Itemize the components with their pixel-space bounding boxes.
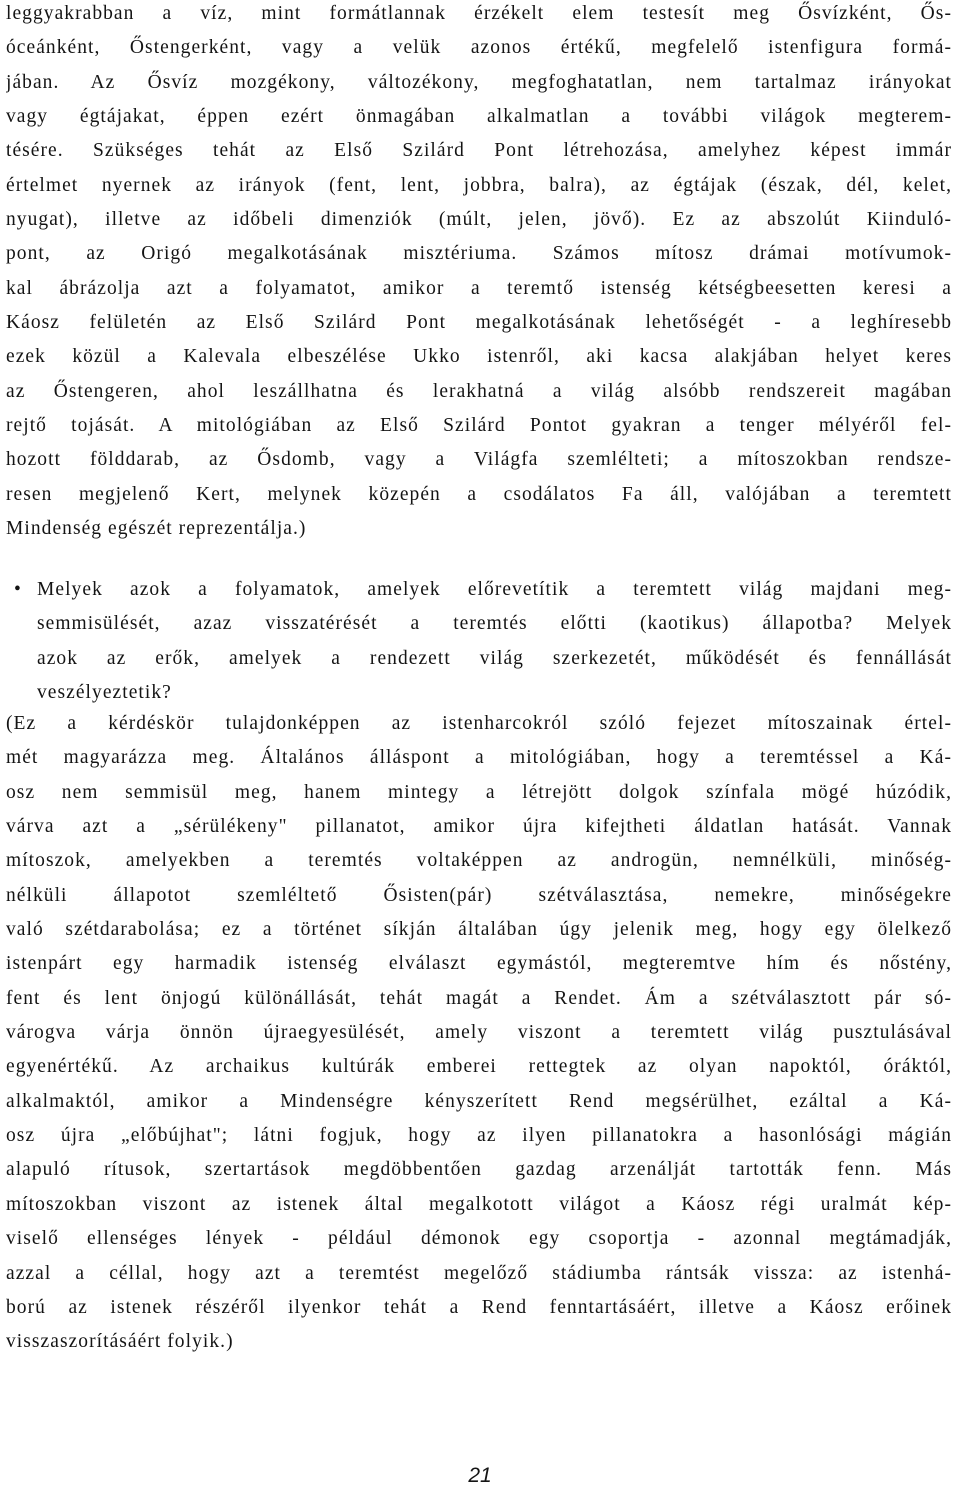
page-number: 21 [468, 1464, 492, 1487]
text-line: kal ábrázolja azt a folyamatot, amikor a teremtő istenség kétségbeesetten keresi a [6, 277, 952, 299]
text-line: mítoszokban viszont az istenek által megalkotott világot a Káosz régi uralmát kép- [6, 1193, 952, 1215]
text-line: alkalmaktól, amikor a Mindenségre kényszerített Rend megsérülhet, ezáltal a Ká- [6, 1090, 952, 1112]
text-line: azzal a céllal, hogy azt a teremtést megelőző stádiumba rántsák vissza: az istenhá- [6, 1262, 952, 1284]
text-line: várva azt a „sérülékeny" pillanatot, amikor újra kifejtheti áldatlan hatását. Vannak [6, 816, 952, 838]
text-line: tésére. Szükséges tehát az Első Szilárd Pont létrehozása, amelyhez képest immár [6, 140, 952, 162]
text-line: pont, az Origó megalkotásának misztériuma. Számos mítosz drámai motívumok- [6, 243, 952, 265]
text-line: értelmet nyernek az irányok (fent, lent, jobbra, balra), az égtájak (észak, dél, kelet, [6, 174, 952, 196]
text-line: várogva várja önnön újraegyesülését, amely viszont a teremtett világ pusztulásával [6, 1022, 952, 1044]
text-line: mét magyarázza meg. Általános álláspont a mitológiában, hogy a teremtéssel a Ká- [6, 747, 952, 769]
text-line: (Ez a kérdéskör tulajdonképpen az istenharcokról szóló fejezet mítoszainak értel- [6, 713, 952, 734]
text-line: Melyek azok a folyamatok, amelyek előrevetítik a teremtett világ majdani meg- [37, 579, 952, 600]
text-line: istenpárt egy harmadik istenség elválaszt egymástól, megteremtve hím és nőstény, [6, 953, 952, 975]
bullet-text [37, 573, 952, 710]
text-line: veszélyeztetik? [37, 682, 172, 704]
text-line: ború az istenek részéről ilyenkor tehát a Rend fenntartásáért, illetve a Káosz erőinek [6, 1296, 952, 1318]
text-line: az Őstengeren, ahol leszállhatna és lerakhatná a világ alsóbb rendszereit magában [6, 380, 952, 402]
text-line: Mindenség egészét reprezentálja.) [6, 518, 307, 540]
text-line: egyenértékű. Az archaikus kultúrák emberei rettegtek az olyan napoktól, óráktól, [6, 1056, 952, 1078]
text-line: visszaszorításáért folyik.) [6, 1331, 234, 1353]
text-line: azok az erők, amelyek a rendezett világ szerkezetét, működését és fennállását [37, 647, 952, 669]
text-line: osz nem semmisül meg, hanem mintegy a létrejött dolgok színfala mögé húzódik, [6, 781, 952, 803]
text-line: mítoszok, amelyekben a teremtés voltaképpen az androgün, nemnélküli, minőség- [6, 850, 952, 872]
text-line: nélküli állapotot szemléltető Ősisten(pár) szétválasztása, nemekre, minőségekre [6, 884, 952, 906]
text-line: nyugat), illetve az időbeli dimenziók (múlt, jelen, jövő). Ez az abszolút Kiinduló- [6, 209, 952, 231]
paragraph-2 [6, 707, 952, 1360]
text-line: viselő ellenséges lények - például démonok egy csoportja - azonnal megtámadják, [6, 1228, 952, 1250]
text-line: való szétdarabolása; ez a történet síkján általában úgy jelenik meg, hogy egy ölelkező [6, 919, 952, 941]
text-line: ezek közül a Kalevala elbeszélése Ukko istenről, aki kacsa alakjában helyet keres [6, 346, 952, 368]
bullet-icon: • [14, 579, 21, 600]
text-line: rejtő tojását. A mitológiában az Első Szilárd Pontot gyakran a tenger mélyéről fel- [6, 415, 952, 437]
text-line: vagy égtájakat, éppen ezért önmagában alkalmatlan a további világok megterem- [6, 106, 952, 128]
text-line: jában. Az Ősvíz mozgékony, változékony, megfoghatatlan, nem tartalmaz irányokat [6, 71, 952, 93]
text-line: fent és lent önjogú különállását, tehát magát a Rendet. Ám a szétválasztott pár só- [6, 987, 952, 1009]
text-line: Káosz felületén az Első Szilárd Pont megalkotásának lehetőségét - a leghíresebb [6, 312, 952, 334]
text-line: alapuló rítusok, szertartások megdöbbentően gazdag arzenálját tartották fenn. Más [6, 1159, 952, 1181]
text-line: osz újra „előbújhat"; látni fogjuk, hogy az ilyen pillanatokra a hasonlósági mágián [6, 1125, 952, 1147]
text-line: hozott földdarab, az Ősdomb, vagy a Világfa szemlélteti; a mítoszokban rendsze- [6, 449, 952, 471]
text-line: resen megjelenő Kert, melynek közepén a csodálatos Fa áll, valójában a teremtett [6, 483, 952, 505]
text-line: óceánként, Őstengerként, vagy a velük azonos értékű, megfelelő istenfigura formá- [6, 37, 952, 59]
paragraph-1 [6, 0, 952, 547]
text-line: leggyakrabban a víz, mint formátlannak érzékelt elem testesít meg Ősvízként, Ős- [6, 3, 952, 24]
text-line: semmisülését, azaz visszatérését a teremtés előtti (kaotikus) állapotba? Melyek [37, 613, 952, 635]
